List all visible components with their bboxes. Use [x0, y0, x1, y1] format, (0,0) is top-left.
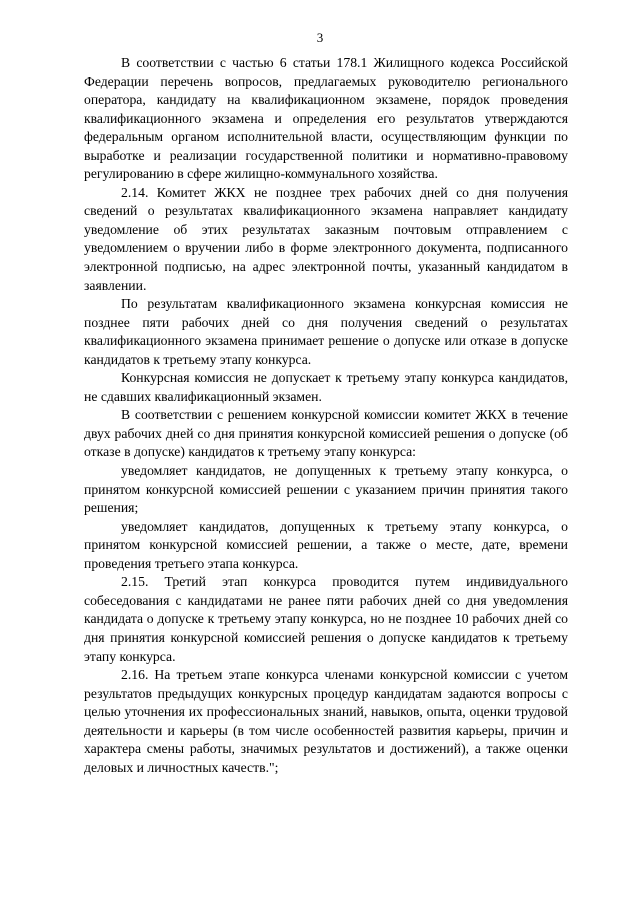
paragraph-2-15-third-stage: 2.15. Третий этап конкурса проводится путем индивидуального собеседования с кандидатами не ранее пяти рабочих дней со дня уведомления кандидата о допуске к третьему этапу конкурса, но не позднее 10 рабочих дней со дня принятия конкурсной комиссией решения о допуске кандидатов к третьему этапу конкурса.: [84, 574, 568, 664]
paragraph-notify-rejected: уведомляет кандидатов, не допущенных к третьему этапу конкурса, о принятом конкурсной комиссией решении с указанием причин принятия такого решения;: [84, 463, 568, 516]
paragraph-2-14-exam-results-notice: 2.14. Комитет ЖКХ не позднее трех рабочих дней со дня получения сведений о результатах квалификационного экзамена направляет кандидату уведомление об этих результатах заказным почтовым отправлением с уведомлением о вручении либо в форме электронного документа, подписанного электронной подписью, на адрес электронной почты, указанный кандидатом в заявлении.: [84, 184, 568, 293]
paragraph-committee-actions: В соответствии с решением конкурсной комиссии комитет ЖКХ в течение двух рабочих дней со дня принятия конкурсной комиссией решения о допуске (об отказе в допуске) кандидатов к третьему этапу конкурса:: [84, 407, 568, 460]
paragraph-non-admission: Конкурсная комиссия не допускает к третьему этапу конкурса кандидатов, не сдавших квалификационный экзамен.: [84, 370, 568, 404]
paragraph-notify-admitted: уведомляет кандидатов, допущенных к третьему этапу конкурса, о принятом конкурсной комиссией решении, а также о месте, дате, времени проведения третьего этапа конкурса.: [84, 518, 568, 571]
paragraph-2-16-interview-questions: 2.16. На третьем этапе конкурса членами конкурсной комиссии с учетом результатов предыдущих конкурсных процедур кандидатам задаются вопросы с целью уточнения их профессиональных знаний, навыков, опыта, оценки трудовой деятельности и карьеры (в том числе особенностей развития карьеры, причин и характера смены работы, значимых результатов и достижений), а также оценки деловых и личностных качеств.";: [84, 667, 568, 775]
page-number: 3: [316, 30, 324, 45]
paragraph-housing-code-reference: В соответствии с частью 6 статьи 178.1 Жилищного кодекса Российской Федерации перечень вопросов, предлагаемых руководителю регионального оператора, кандидату на квалификационном экзамене, порядок проведения квалификационного экзамена и определения его результатов утверждаются федеральным органом исполнительной власти, осуществляющим функции по выработке и реализации государственной политики и нормативно-правовому регулированию в сфере жилищно-коммунального хозяйства.: [84, 55, 568, 182]
paragraph-admission-decision: По результатам квалификационного экзамена конкурсная комиссия не позднее пяти рабочих дней со дня получения сведений о результатах квалификационного экзамена принимает решение о допуске или отказе в допуске кандидатов к третьему этапу конкурса.: [84, 296, 568, 367]
document-body: [84, 54, 568, 777]
